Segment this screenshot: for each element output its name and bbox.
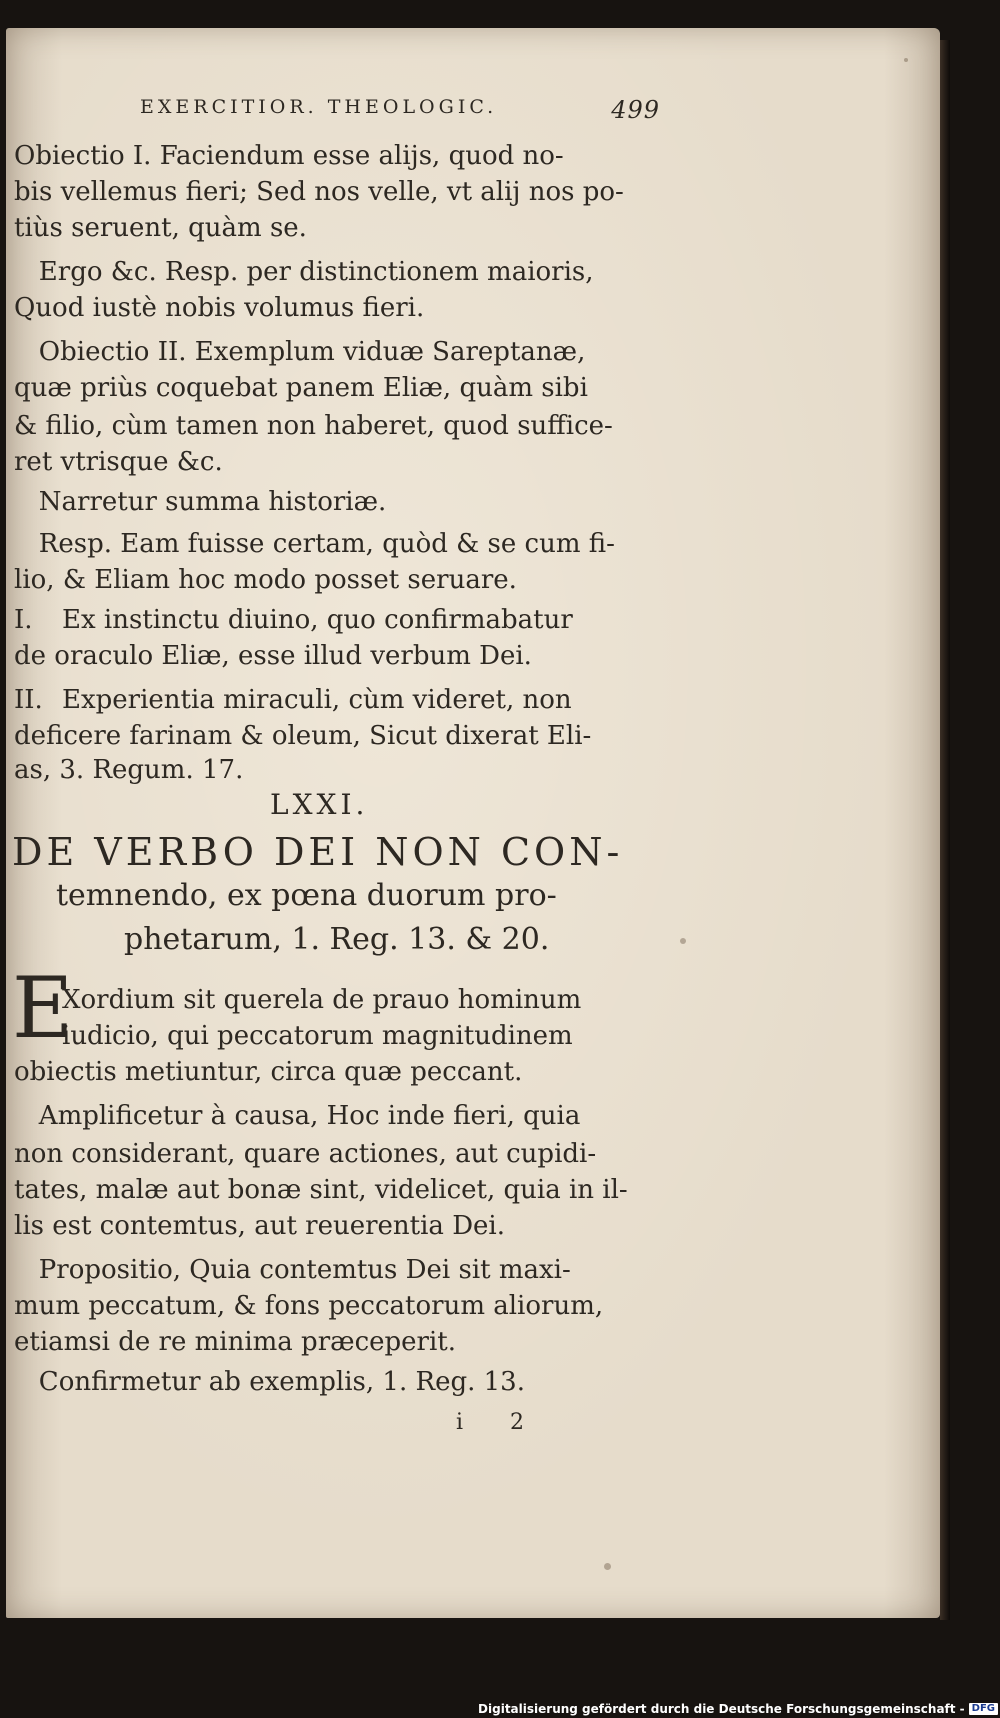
point-text: de oraculo Eliæ, esse illud verbum Dei. bbox=[14, 641, 532, 671]
text-line: bis vellemus fieri; Sed nos velle, vt alij nos po- bbox=[14, 177, 624, 207]
paper-speck bbox=[904, 58, 908, 62]
paper-speck bbox=[680, 938, 686, 944]
text-line: lio, & Eliam hoc modo posset seruare. bbox=[14, 565, 517, 595]
text-line: & filio, cùm tamen non haberet, quod suffice- bbox=[14, 411, 613, 441]
text-line: mum peccatum, & fons peccatorum aliorum, bbox=[14, 1291, 604, 1321]
section-title-line: DE VERBO DEI NON CON- bbox=[12, 830, 624, 874]
point-text: as, 3. Regum. 17. bbox=[14, 755, 244, 785]
text-line: quæ priùs coquebat panem Eliæ, quàm sibi bbox=[14, 373, 588, 403]
credit-text: Digitalisierung gefördert durch die Deutsche Forschungsgemeinschaft - bbox=[478, 1702, 965, 1716]
page-number: 499 bbox=[611, 96, 660, 124]
text-line: non considerant, quare actiones, aut cupidi- bbox=[14, 1139, 597, 1169]
text-line: iudicio, qui peccatorum magnitudinem bbox=[62, 1021, 573, 1051]
point-text: Ex instinctu diuino, quo confirmabatur bbox=[62, 605, 573, 635]
paper-speck bbox=[604, 1563, 611, 1570]
text-line: Amplificetur à causa, Hoc inde fieri, quia bbox=[14, 1101, 581, 1131]
text-line: Obiectio I. Faciendum esse alijs, quod no- bbox=[14, 141, 564, 171]
numbered-point bbox=[14, 752, 243, 788]
dfg-logo: DFG bbox=[969, 1703, 998, 1715]
drop-cap: E bbox=[12, 959, 74, 1057]
section-title-line: temnendo, ex pœna duorum pro- bbox=[56, 878, 557, 913]
text-line: tates, malæ aut bonæ sint, videlicet, quia in il- bbox=[14, 1175, 628, 1205]
numbered-point bbox=[14, 638, 532, 674]
point-number: I. bbox=[14, 605, 33, 635]
text-line: Quod iustè nobis volumus fieri. bbox=[14, 293, 425, 323]
running-header bbox=[140, 96, 660, 124]
text-line: tiùs seruent, quàm se. bbox=[14, 213, 307, 243]
section-number: LXXI. bbox=[270, 788, 369, 821]
text-line: Confirmetur ab exemplis, 1. Reg. 13. bbox=[14, 1367, 525, 1397]
numbered-point bbox=[14, 718, 591, 754]
point-text: deficere farinam & oleum, Sicut dixerat Eli- bbox=[14, 721, 592, 751]
text-line: Narretur summa historiæ. bbox=[14, 487, 387, 517]
text-line: ret vtrisque &c. bbox=[14, 447, 223, 477]
text-line: lis est contemtus, aut reuerentia Dei. bbox=[14, 1211, 506, 1241]
running-title: EXERCITIOR. THEOLOGIC. bbox=[140, 96, 498, 118]
point-number: II. bbox=[14, 685, 43, 715]
signature-mark: i 2 bbox=[456, 1410, 545, 1435]
numbered-point bbox=[14, 602, 573, 638]
numbered-point bbox=[14, 682, 572, 718]
text-line: Resp. Eam fuisse certam, quòd & se cum fi- bbox=[14, 529, 615, 559]
text-line: Obiectio II. Exemplum viduæ Sareptanæ, bbox=[14, 337, 586, 367]
text-line: Ergo &c. Resp. per distinctionem maioris, bbox=[14, 257, 594, 287]
digitization-credit bbox=[478, 1702, 998, 1716]
section-title-line: phetarum, 1. Reg. 13. & 20. bbox=[124, 922, 550, 957]
book-edge bbox=[940, 40, 950, 1620]
point-text: Experientia miraculi, cùm videret, non bbox=[62, 685, 572, 715]
text-line: Xordium sit querela de prauo hominum bbox=[62, 985, 582, 1015]
text-line: Propositio, Quia contemtus Dei sit maxi- bbox=[14, 1255, 571, 1285]
text-line: etiamsi de re minima præceperit. bbox=[14, 1327, 456, 1357]
text-line: obiectis metiuntur, circa quæ peccant. bbox=[14, 1057, 523, 1087]
